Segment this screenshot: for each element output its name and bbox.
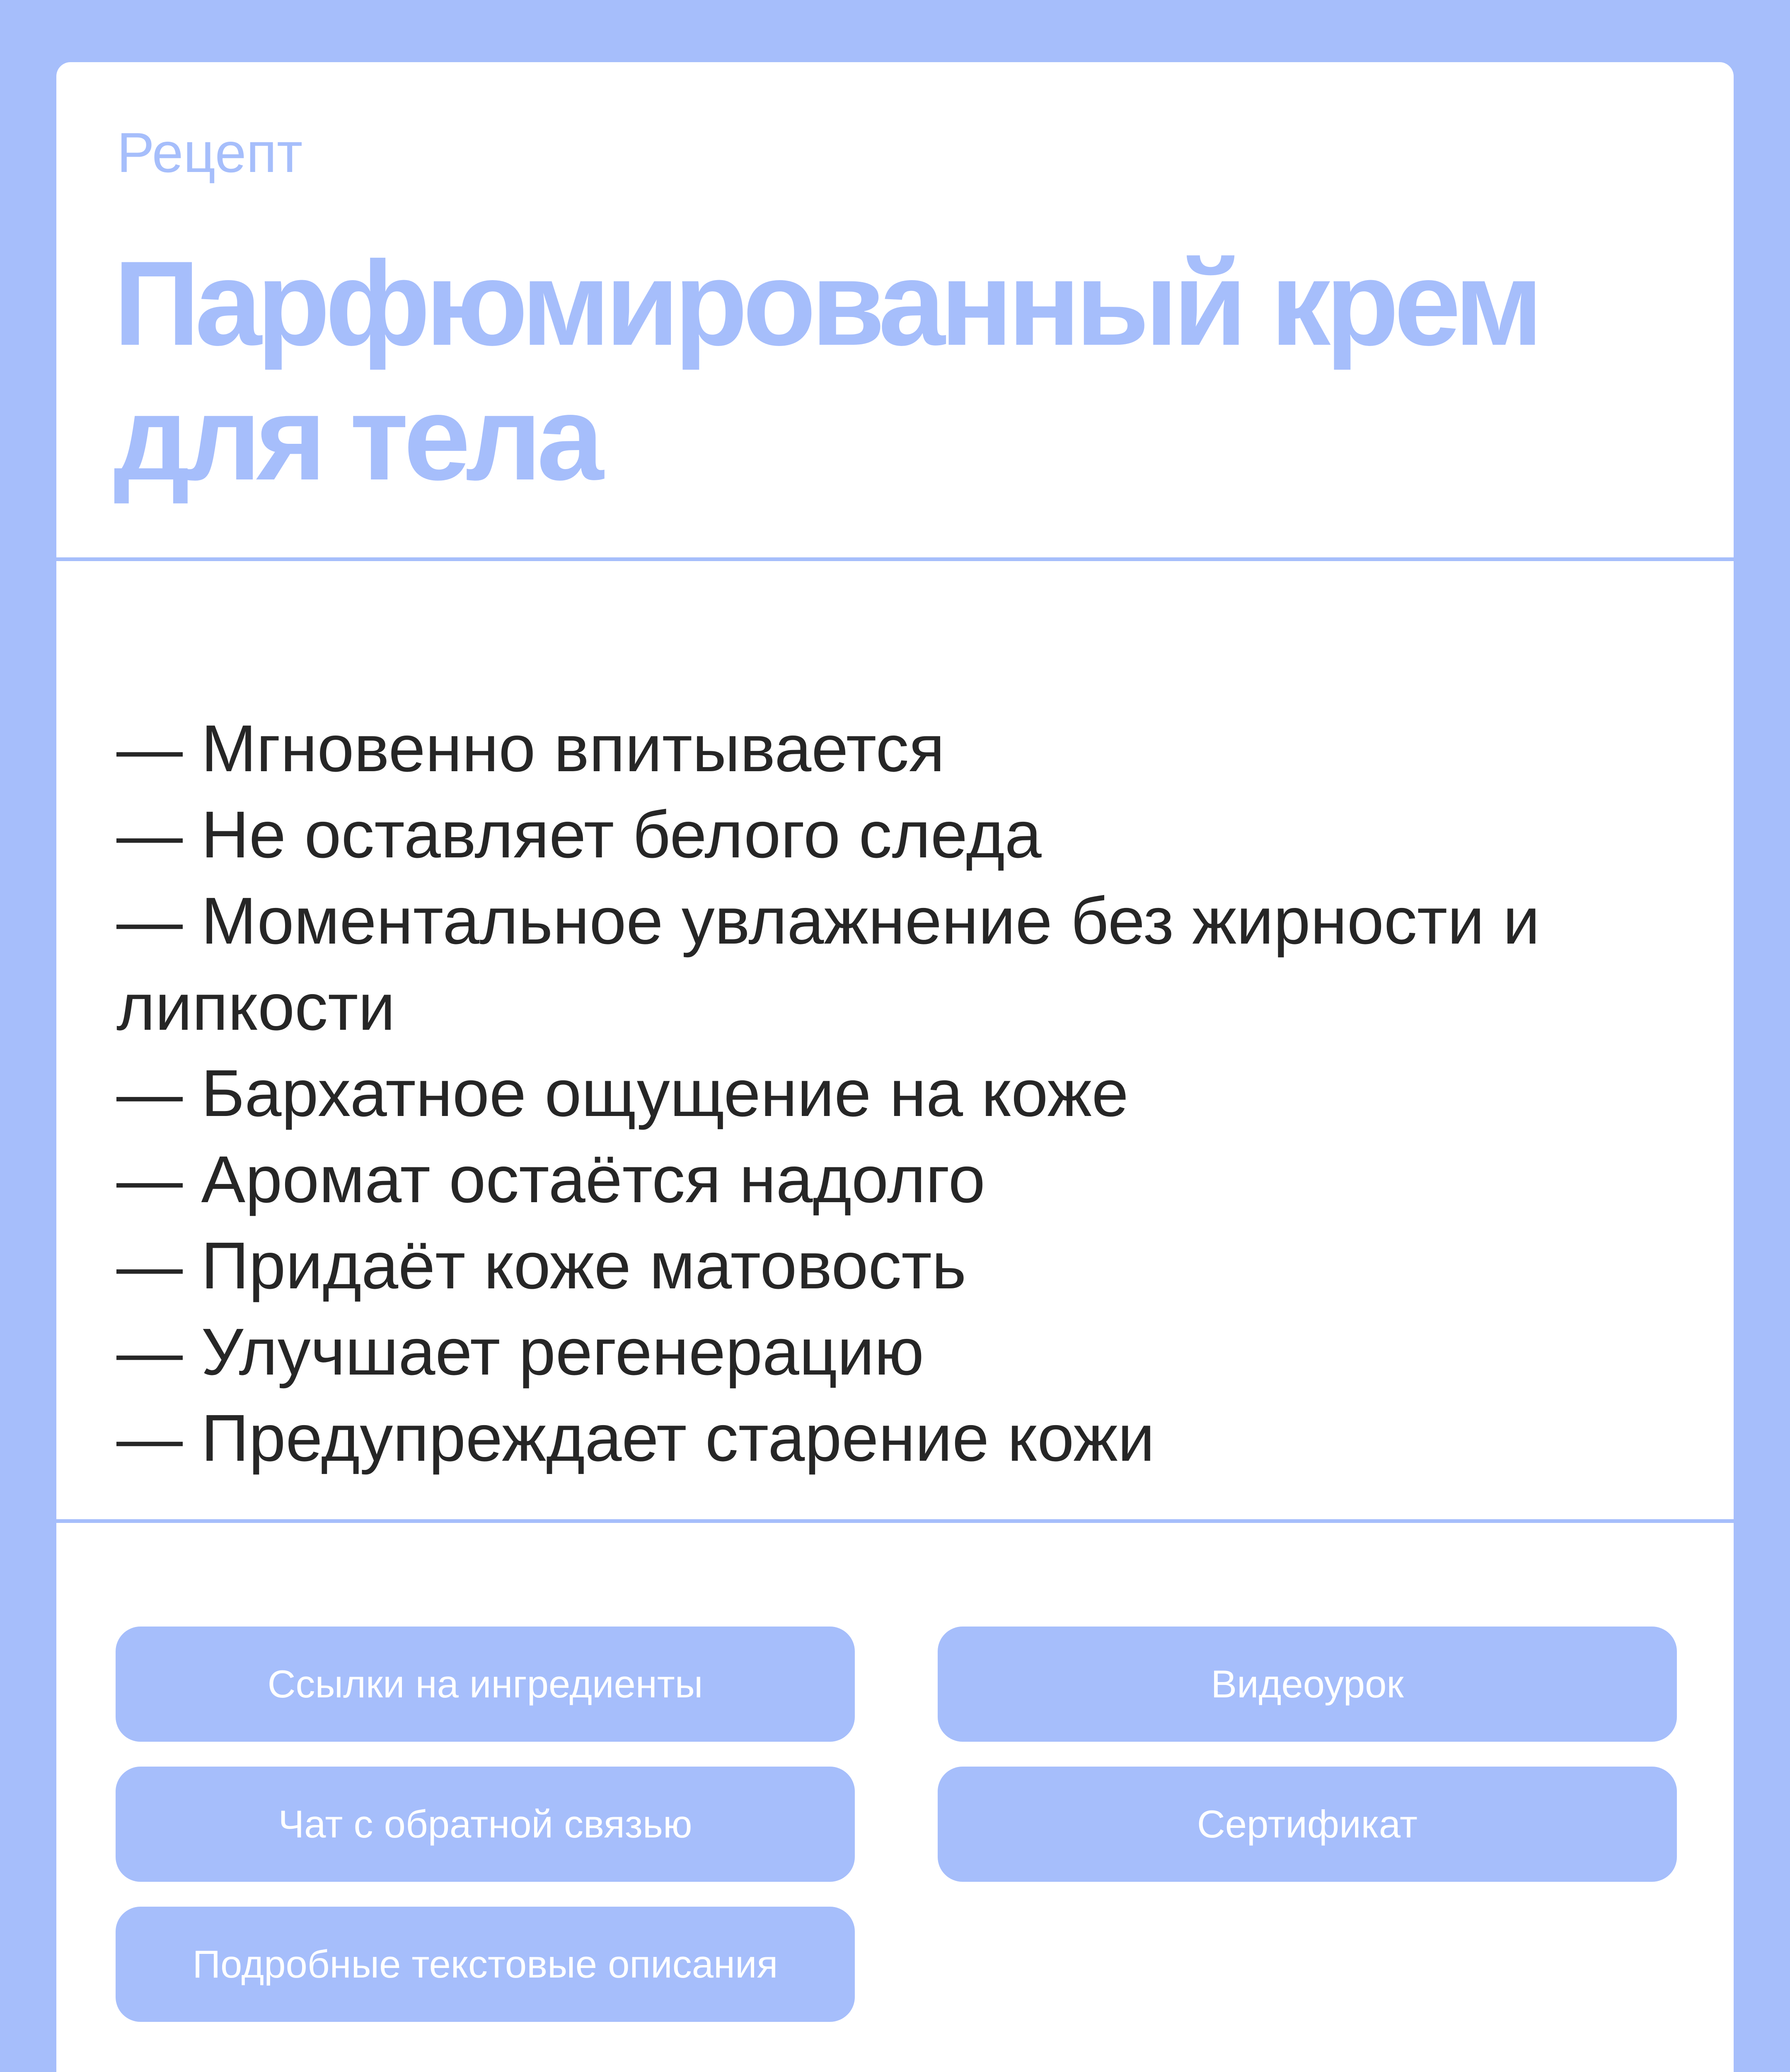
section-label: Рецепт <box>117 121 303 184</box>
page-title <box>114 236 1671 506</box>
feature-item: — Мгновенно впитывается <box>116 711 945 785</box>
feedback-chat-button[interactable]: Чат с обратной связью <box>116 1767 855 1882</box>
top-divider <box>56 557 1734 561</box>
feature-item: — Улучшает регенерацию <box>116 1314 924 1389</box>
feature-item: — Аромат остаётся надолго <box>116 1142 985 1216</box>
feature-item-continuation: липкости <box>116 970 395 1044</box>
text-descriptions-button[interactable]: Подробные текстовые описания <box>116 1907 855 2022</box>
feature-item: — Не оставляет белого следа <box>116 797 1042 871</box>
recipe-card <box>56 62 1734 2072</box>
resources-buttons <box>116 1627 1684 2022</box>
title-line-1: Парфюмированный крем <box>114 236 1538 370</box>
bottom-divider <box>56 1519 1734 1523</box>
certificate-button[interactable]: Сертификат <box>938 1767 1677 1882</box>
ingredients-links-button[interactable]: Ссылки на ингредиенты <box>116 1627 855 1742</box>
video-lesson-button[interactable]: Видеоурок <box>938 1627 1677 1742</box>
feature-item: — Бархатное ощущение на коже <box>116 1056 1129 1130</box>
features-list <box>116 705 1716 1481</box>
title-line-2: для тела <box>114 371 599 505</box>
feature-item: — Предупреждает старение кожи <box>116 1401 1155 1475</box>
feature-item: — Моментальное увлажнение без жирности и <box>116 884 1540 958</box>
feature-item: — Придаёт коже матовость <box>116 1228 967 1302</box>
